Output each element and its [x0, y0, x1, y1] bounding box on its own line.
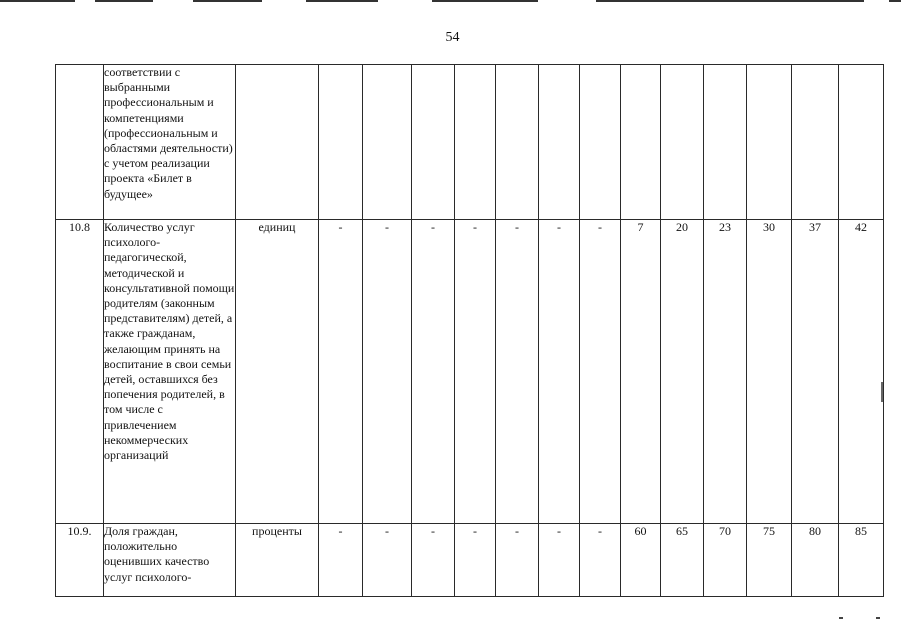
indicator-table [55, 64, 884, 597]
scan-mark [839, 617, 843, 619]
indicator-description: Доля граждан, положительно оценивших качество услуг психолого- [104, 524, 236, 597]
unit-cell [236, 65, 319, 220]
value-cell: 75 [747, 524, 792, 597]
scan-mark [881, 382, 883, 402]
indicator-description: Количество услуг психолого-педагогической, методической и консультативной помощи родителям (законным представителям) детей, а также гражданам, желающим принять на воспитание в свои семьи детей, оставшихся без попечения родителей, в том числе с привлечением некоммерческих организаций [104, 220, 236, 524]
scan-mark [876, 617, 880, 619]
top-rule [0, 0, 75, 2]
value-cell [580, 65, 621, 220]
value-cell [363, 65, 412, 220]
value-cell [747, 65, 792, 220]
value-cell: - [319, 524, 363, 597]
top-rule [95, 0, 153, 2]
value-cell: 20 [661, 220, 704, 524]
unit-cell: проценты [236, 524, 319, 597]
table-row [56, 220, 884, 524]
table-row [56, 524, 884, 597]
value-cell: 60 [621, 524, 661, 597]
value-cell [621, 65, 661, 220]
value-cell [412, 65, 455, 220]
value-cell: - [455, 524, 496, 597]
value-cell [539, 65, 580, 220]
value-cell: 42 [839, 220, 884, 524]
value-cell: - [580, 524, 621, 597]
value-cell: - [539, 220, 580, 524]
row-number [56, 65, 104, 220]
value-cell [455, 65, 496, 220]
value-cell [496, 65, 539, 220]
value-cell [319, 65, 363, 220]
value-cell: - [412, 220, 455, 524]
row-number: 10.8 [56, 220, 104, 524]
value-cell: 85 [839, 524, 884, 597]
page-number: 54 [445, 30, 460, 45]
value-cell: - [496, 524, 539, 597]
top-rule [889, 0, 901, 2]
value-cell [792, 65, 839, 220]
value-cell: - [539, 524, 580, 597]
value-cell: - [496, 220, 539, 524]
indicator-description: соответствии с выбранными профессиональным и компетенциями (профессиональным и областями деятельности) с учетом реализации проекта «Билет в будущее» [104, 65, 236, 220]
value-cell: - [363, 524, 412, 597]
value-cell: 37 [792, 220, 839, 524]
top-rule [193, 0, 262, 2]
value-cell: 23 [704, 220, 747, 524]
value-cell [661, 65, 704, 220]
value-cell: - [363, 220, 412, 524]
value-cell: 7 [621, 220, 661, 524]
value-cell [704, 65, 747, 220]
value-cell: 80 [792, 524, 839, 597]
value-cell: - [319, 220, 363, 524]
top-rule [596, 0, 864, 2]
top-rule [432, 0, 538, 2]
value-cell: 70 [704, 524, 747, 597]
top-rule [306, 0, 378, 2]
value-cell [839, 65, 884, 220]
row-number: 10.9. [56, 524, 104, 597]
value-cell: - [580, 220, 621, 524]
unit-cell: единиц [236, 220, 319, 524]
value-cell: 30 [747, 220, 792, 524]
value-cell: - [412, 524, 455, 597]
table-row [56, 65, 884, 220]
value-cell: 65 [661, 524, 704, 597]
value-cell: - [455, 220, 496, 524]
